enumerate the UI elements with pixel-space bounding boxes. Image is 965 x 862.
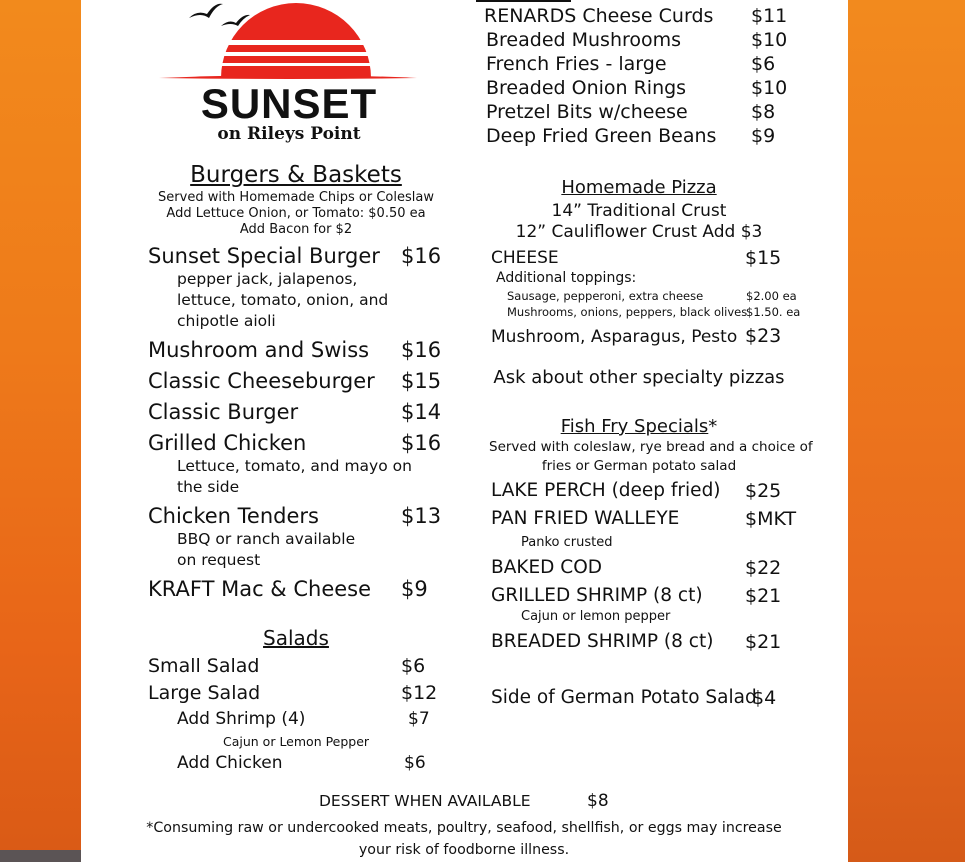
burgers-note: Add Bacon for $2 (239, 222, 353, 237)
menu-item-name: Breaded Onion Rings (486, 77, 687, 99)
menu-item-name: French Fries - large (486, 53, 667, 75)
pizza-crust: 14” Traditional Crust (551, 201, 727, 221)
menu-item-price: $13 (401, 504, 442, 528)
menu-item-name: Mushroom and Swiss (148, 338, 370, 362)
fish-title: Fish Fry Specials (560, 416, 709, 437)
menu-item-name: Large Salad (148, 682, 261, 704)
burgers-note: Served with Homemade Chips or Coleslaw (158, 190, 434, 205)
menu-item-name: CHEESE (491, 248, 559, 268)
menu-item-note: Cajun or lemon pepper (521, 609, 671, 624)
menu-item-name: Add Shrimp (4) (177, 709, 306, 729)
menu-item-price: $15 (745, 247, 782, 269)
background-shadow (0, 850, 81, 862)
menu-item-name: LAKE PERCH (deep fried) (491, 480, 721, 501)
fish-note: fries or German potato salad (541, 458, 737, 474)
menu-item-desc: pepper jack, jalapenos, (177, 270, 358, 288)
menu-item-name: Pretzel Bits w/cheese (486, 101, 688, 123)
fish-note: Served with coleslaw, rye bread and a choice of (489, 439, 813, 455)
burgers-title: Burgers & Baskets (190, 162, 402, 188)
topping-name: Mushrooms, onions, peppers, black olives (507, 305, 748, 319)
menu-item-price: $22 (745, 557, 782, 579)
menu-item-price: $8 (751, 101, 776, 123)
pizza-ask: Ask about other specialty pizzas (493, 367, 785, 388)
menu-item-name: Classic Cheeseburger (148, 369, 375, 393)
menu-item-desc: the side (177, 478, 240, 496)
logo (159, 0, 419, 150)
menu-item-price: $7 (408, 709, 430, 729)
menu-item-price: $16 (401, 338, 442, 362)
menu-item-desc: BBQ or ranch available (177, 530, 356, 548)
menu-item-name: Chicken Tenders (148, 504, 319, 528)
menu-item-name: Add Chicken (177, 753, 283, 773)
menu-item-name: GRILLED SHRIMP (8 ct) (491, 585, 703, 606)
menu-item-name: Grilled Chicken (148, 431, 307, 455)
menu-item-desc: on request (177, 551, 261, 569)
topping-price: $2.00 ea (746, 289, 797, 303)
pizza-crust: 12” Cauliflower Crust Add $3 (515, 222, 763, 242)
menu-item-name: Side of German Potato Salad (491, 687, 757, 708)
menu-item-price: $10 (751, 29, 788, 51)
menu-item-name: Classic Burger (148, 400, 299, 424)
food-warning: your risk of foodborne illness. (358, 842, 570, 858)
salads-title: Salads (263, 626, 329, 650)
topping-price: $1.50. ea (746, 305, 801, 319)
background-right (848, 0, 965, 862)
menu-item-name: Sunset Special Burger (148, 244, 380, 268)
menu-item-name: KRAFT Mac & Cheese (148, 577, 372, 601)
menu-item-name: BREADED SHRIMP (8 ct) (491, 631, 714, 652)
menu-item-price: $16 (401, 431, 442, 455)
menu-item-note: Cajun or Lemon Pepper (223, 734, 370, 749)
menu-item-price: $21 (745, 585, 782, 607)
fish-title-row (489, 416, 789, 437)
menu-item-desc: chipotle aioli (177, 312, 276, 330)
menu-item-price: $11 (751, 5, 788, 27)
topping-name: Sausage, pepperoni, extra cheese (507, 289, 704, 303)
menu-item-price: $16 (401, 244, 442, 268)
menu-item-name: Deep Fried Green Beans (486, 125, 717, 147)
menu-item-price: $6 (751, 53, 776, 75)
menu-item-name: RENARDS Cheese Curds (484, 5, 714, 27)
menu-item-price: $10 (751, 77, 788, 99)
food-warning: *Consuming raw or undercooked meats, poultry, seafood, shellfish, or eggs may increase (146, 820, 782, 836)
menu-item-price: $14 (401, 400, 442, 424)
menu-item-desc: Lettuce, tomato, and mayo on (177, 457, 412, 475)
menu-item-price: $4 (752, 687, 777, 709)
pizza-title: Homemade Pizza (561, 177, 717, 198)
dessert-label: DESSERT WHEN AVAILABLE (319, 792, 531, 810)
menu-item-price: $9 (751, 125, 776, 147)
brand-name: SUNSET (200, 80, 378, 127)
menu-page (81, 0, 848, 862)
dessert-price: $8 (587, 791, 609, 811)
background-left (0, 0, 81, 862)
menu-item-name: BAKED COD (491, 557, 603, 578)
menu-item-price: $15 (401, 369, 442, 393)
menu-item-price: $9 (401, 577, 428, 601)
menu-item-name: Mushroom, Asparagus, Pesto (491, 327, 738, 347)
menu-item-note: Panko crusted (521, 535, 613, 550)
menu-item-price: $6 (401, 655, 426, 677)
menu-item-price: $MKT (745, 508, 797, 530)
menu-item-price: $25 (745, 480, 782, 502)
brand-subtitle: on Rileys Point (217, 124, 361, 144)
menu-item-name: Breaded Mushrooms (486, 29, 682, 51)
menu-item-price: $12 (401, 682, 438, 704)
menu-item-name: PAN FRIED WALLEYE (491, 508, 680, 529)
menu-item-desc: lettuce, tomato, onion, and (177, 291, 389, 309)
sunset-logo-icon (159, 0, 419, 82)
menu-item-price: $23 (745, 325, 782, 347)
menu-item-price: $21 (745, 631, 782, 653)
fish-asterisk: * (708, 416, 718, 437)
menu-item-price: $6 (404, 753, 426, 773)
appetizers-header-line (476, 0, 571, 2)
pizza-toppings-label: Additional toppings: (496, 270, 637, 286)
menu-item-name: Small Salad (148, 655, 260, 677)
burgers-note: Add Lettuce Onion, or Tomato: $0.50 ea (166, 206, 426, 221)
